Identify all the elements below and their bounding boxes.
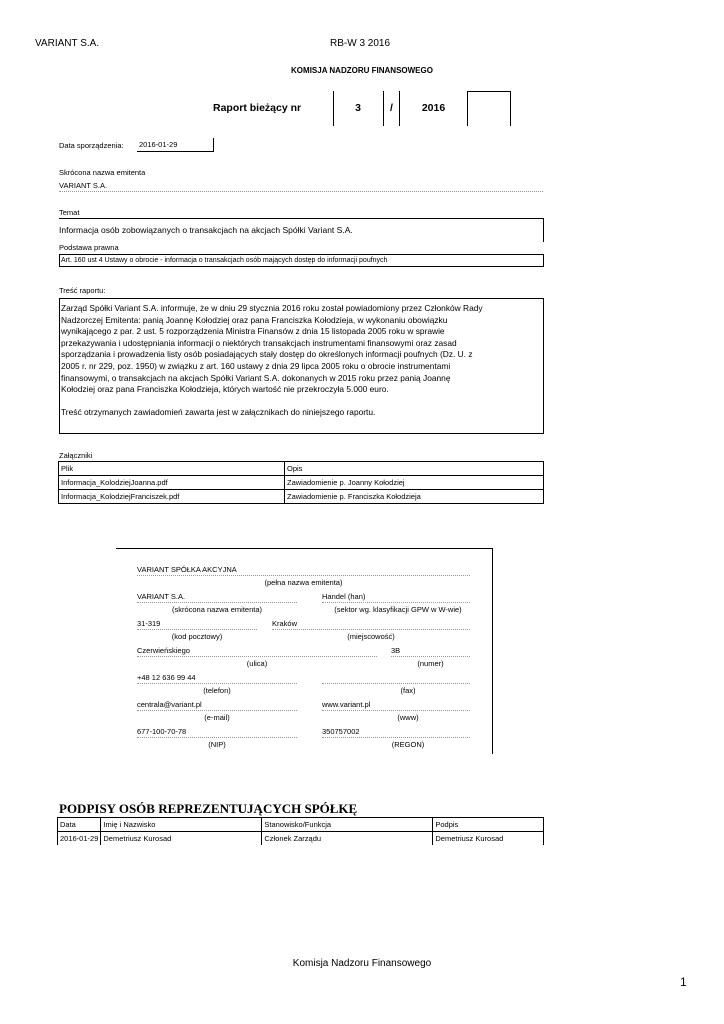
company-regon: 350757002 [322,727,360,736]
content-line: Treść otrzymanych zawiadomień zawarta jest w załącznikach do niniejszego raportu. [61,407,376,418]
content-line [61,396,543,408]
authority-title: KOMISJA NADZORU FINANSOWEGO [291,66,433,75]
report-number: 3 [355,102,361,114]
content-line: wynikającego z par. 2 ust. 5 rozporządzenia Ministra Finansów z dnia 15 listopada 2005 roku w sprawie [61,326,445,337]
company-short-name: VARIANT S.A. [137,592,186,601]
company-nip-label: (NIP) [208,740,226,749]
card-divider [322,602,470,603]
table-row [58,832,544,846]
report-year: 2016 [421,102,446,114]
company-city-label: (miejscowość) [347,632,395,641]
signatures-header-date: Data [58,818,101,832]
header-form: RB-W 3 2016 [330,38,391,49]
company-regon-label: (REGON) [391,740,425,749]
company-postal-code-label: (kod pocztowy) [171,632,223,641]
content-line: przekazywania i udostępniania informacji o niektórych transakcjach instrumentami finansowymi oraz zasad [61,337,457,348]
attachment-file-link[interactable]: Informacja_KolodziejFranciszek.pdf [59,490,285,504]
company-phone: +48 12 636 99 44 [137,673,196,682]
content-line: sporządzania i prowadzenia listy osób posiadających stały dostęp do określonych informacji poufnych (Dz. U. z [61,349,473,360]
issuer-value: VARIANT S.A. [59,181,108,190]
company-phone-label: (telefon) [203,686,231,695]
attachment-desc: Zawiadomienie p. Joanny Kołodziej [285,476,544,490]
company-number-label: (numer) [417,659,444,668]
legal-basis-value: Art. 160 ust 4 Ustawy o obrocie - informacja o transakcjach osób mających dostęp do informacji poufnych [61,257,388,264]
signature-position: Członek Zarządu [262,832,433,846]
card-divider [137,602,297,603]
company-short-name-label: (skrócona nazwa emitenta) [171,605,263,614]
attachments-header-desc: Opis [285,462,544,476]
signature-signature: Demetriusz Kurosad [433,832,544,846]
card-divider [322,683,470,684]
prepared-label: Data sporządzenia: [59,141,124,150]
company-email-label: (e-mail) [204,713,230,722]
company-email-link[interactable]: centrala@variant.pl [137,700,202,709]
signature-date: 2016-01-29 [58,832,101,846]
card-divider [137,683,297,684]
card-divider [137,710,297,711]
table-row [59,490,544,504]
header-company: VARIANT S.A. [35,38,100,49]
card-divider [137,656,377,657]
issuer-divider [59,191,543,192]
company-www-label: (www) [397,713,419,722]
content-line: Kołodziej oraz pana Franciszka Kołodzieja, których wartość nie przekroczyła 5.000 euro. [61,384,389,395]
signatures-title: PODPISY OSÓB REPREZENTUJĄCYCH SPÓŁKĘ [59,801,358,816]
signatures-table [57,817,544,845]
footer-authority: Komisja Nadzoru Finansowego [292,958,432,969]
content-text [60,299,543,419]
content-line: Nadzorczej Emitenta: panią Joannę Kołodziej oraz pana Franciszka Kołodzieja, w wykonaniu obowiązku [61,314,448,325]
report-slash: / [390,102,393,114]
company-city: Kraków [272,619,298,628]
content-label: Treść raportu: [59,286,106,295]
subject-value: Informacja osób zobowiązanych o transakcjach na akcjach Spółki Variant S.A. [59,225,353,235]
card-divider [322,737,470,738]
signature-name: Demetriusz Kurosad [101,832,262,846]
card-divider [391,656,470,657]
attachment-file-link[interactable]: Informacja_KolodziejJoanna.pdf [59,476,285,490]
signatures-header-row [58,818,544,832]
report-extra-box [467,91,511,126]
content-line: Zarząd Spółki Variant S.A. informuje, że w dniu 29 stycznia 2016 roku został powiadomiony przez Członków Rady [61,303,483,313]
company-postal-code: 31-319 [137,619,161,628]
card-divider [272,629,470,630]
attachments-header-file: Plik [59,462,285,476]
prepared-date: 2016-01-29 [137,138,214,152]
signatures-header-position: Stanowisko/Funkcja [262,818,433,832]
content-line: finansowymi, o transakcjach na akcjach Spółki Variant S.A. dokonanych w 2015 roku przez panią Joannę [61,372,451,383]
company-street: Czerwieńskiego [137,646,190,655]
signatures-header-signature: Podpis [433,818,544,832]
attachments-header-row [59,462,544,476]
company-www-link[interactable]: www.variant.pl [322,700,371,709]
card-divider [137,575,470,576]
legal-basis-label: Podstawa prawna [59,243,119,252]
attachments-table [58,461,544,504]
subject-label: Temat [59,208,80,217]
company-nip: 677-100-70-78 [137,727,187,736]
attachments-label: Załączniki [59,451,93,460]
card-divider [322,710,470,711]
page-number: 1 [680,975,687,989]
company-full-name-label: (pełna nazwa emitenta) [264,578,343,587]
report-label: Raport bieżący nr [213,102,302,114]
company-number: 3B [391,646,401,655]
attachment-desc: Zawiadomienie p. Franciszka Kołodzieja [285,490,544,504]
table-row [59,476,544,490]
card-divider [137,737,297,738]
content-line: 2005 r. nr 229, poz. 1950) w związku z art. 160 ustawy z dnia 29 lipca 2005 roku o obrocie instrumentami [61,360,451,371]
company-street-label: (ulica) [246,659,268,668]
company-full-name: VARIANT SPÓŁKA AKCYJNA [137,565,237,574]
content-box [59,298,544,434]
company-sector: Handel (han) [322,592,366,601]
card-divider [137,629,257,630]
signatures-header-name: Imię i Nazwisko [101,818,262,832]
company-sector-label: (sektor wg. klasyfikacji GPW w W-wie) [334,605,462,614]
issuer-label: Skrócona nazwa emitenta [59,168,146,177]
company-fax-label: (fax) [400,686,416,695]
